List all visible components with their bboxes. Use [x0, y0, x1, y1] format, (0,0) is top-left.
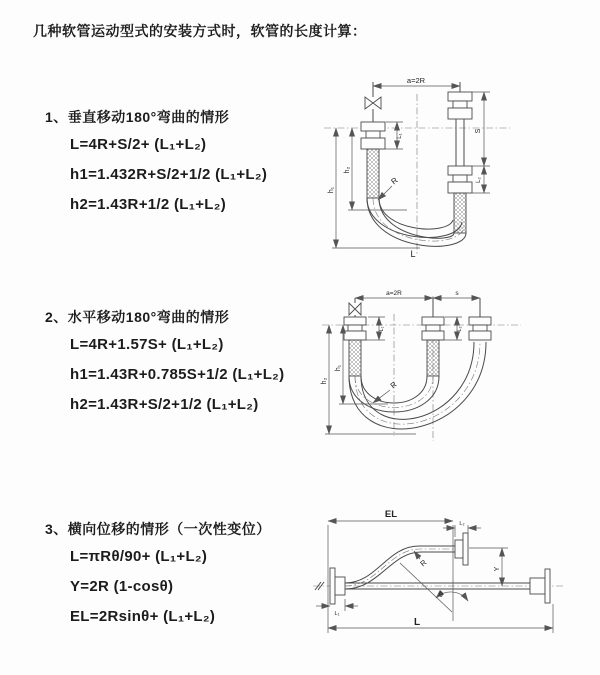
middle-hose-fitting — [422, 298, 444, 376]
braided-hose-section — [367, 149, 379, 198]
left-flange — [330, 568, 345, 604]
dim-label-l2: L₂ — [476, 177, 482, 183]
dim-label-h1: h₁ — [335, 364, 342, 372]
dim-label-h2: h₂ — [344, 166, 351, 174]
dim-label-s: S — [475, 128, 482, 134]
dimension-l2 — [443, 521, 481, 537]
angle-construction — [400, 563, 468, 612]
dimension-a2r — [373, 76, 460, 86]
dimension-h2 — [321, 325, 416, 434]
dim-label-l2: L₂ — [457, 326, 463, 332]
valve-icon — [365, 82, 381, 122]
dim-label-l: L — [413, 617, 421, 628]
dim-label-l1: L₁ — [397, 133, 403, 139]
dimension-el — [328, 509, 453, 633]
diagram-lateral-displacement — [305, 503, 595, 648]
section-2-formula-L: L=4R+1.57S+ (L₁+L₂) — [70, 336, 224, 353]
diagram-horizontal-180-bend — [316, 286, 568, 458]
section-2-formula-h2: h2=1.43R+S/2+1/2 (L₁+L₂) — [70, 396, 259, 413]
section-3-formula-EL: EL=2Rsinθ+ (L₁+L₂) — [70, 608, 216, 625]
section-1-formula-h2: h2=1.43R+1/2 (L₁+L₂) — [70, 196, 227, 213]
dim-label-h2: h₂ — [321, 377, 328, 385]
left-hose-fitting — [344, 317, 366, 376]
length-label: L — [410, 249, 416, 258]
page-title: 几种软管运动型式的安装方式时，软管的长度计算： — [33, 23, 367, 39]
radius-label: R — [388, 379, 399, 391]
dim-label-l1: L₁ — [334, 611, 340, 617]
dim-label-h1: h₁ — [328, 186, 335, 194]
angle-label: θ — [439, 592, 443, 599]
right-hose-fitting — [469, 298, 491, 340]
section-1-formula-L: L=4R+S/2+ (L₁+L₂) — [70, 136, 207, 153]
dimension-l — [328, 604, 553, 633]
dim-label-a2r: a=2R — [406, 76, 426, 85]
hose-u-bend — [367, 198, 466, 246]
left-hose-fitting — [361, 122, 385, 198]
dimension-y — [469, 548, 508, 586]
section-2-formula-h1: h1=1.43R+0.785S+1/2 (L₁+L₂) — [70, 366, 285, 383]
dimension-l1 — [316, 599, 358, 617]
valve-icon — [349, 298, 361, 317]
radius-label: R — [389, 175, 400, 187]
hose-u-bend-position-2 — [349, 342, 486, 429]
dim-label-l1: L₁ — [379, 326, 385, 332]
dim-label-y: Y — [494, 566, 501, 572]
braided-hose-section — [349, 340, 361, 376]
dim-label-a2r: a=2R — [386, 290, 402, 297]
section-2-heading: 2、水平移动180°弯曲的情形 — [45, 309, 230, 325]
dim-label-s: s — [455, 290, 459, 297]
radius-callout — [414, 551, 429, 568]
right-hose-fitting — [448, 82, 472, 233]
section-3-formula-Y: Y=2R (1-cosθ) — [70, 578, 174, 595]
diagram-vertical-180-bend — [312, 70, 524, 258]
dim-label-el: EL — [384, 509, 398, 520]
section-3-formula-L: L=πRθ/90+ (L₁+L₂) — [70, 548, 208, 565]
dimension-a2r — [355, 290, 433, 298]
braided-hose-section — [427, 340, 439, 376]
radius-label: R — [418, 557, 429, 569]
dimension-s — [472, 92, 490, 193]
radius-callout — [378, 176, 400, 200]
section-1-formula-h1: h1=1.432R+S/2+1/2 (L₁+L₂) — [70, 166, 268, 183]
dim-label-l2: L₂ — [459, 521, 465, 527]
section-3-heading: 3、横向位移的情形（一次性变位） — [45, 521, 271, 537]
right-flange — [530, 569, 550, 603]
dimension-s — [433, 290, 480, 298]
top-right-flange — [455, 533, 468, 565]
section-1-heading: 1、垂直移动180°弯曲的情形 — [45, 109, 230, 125]
